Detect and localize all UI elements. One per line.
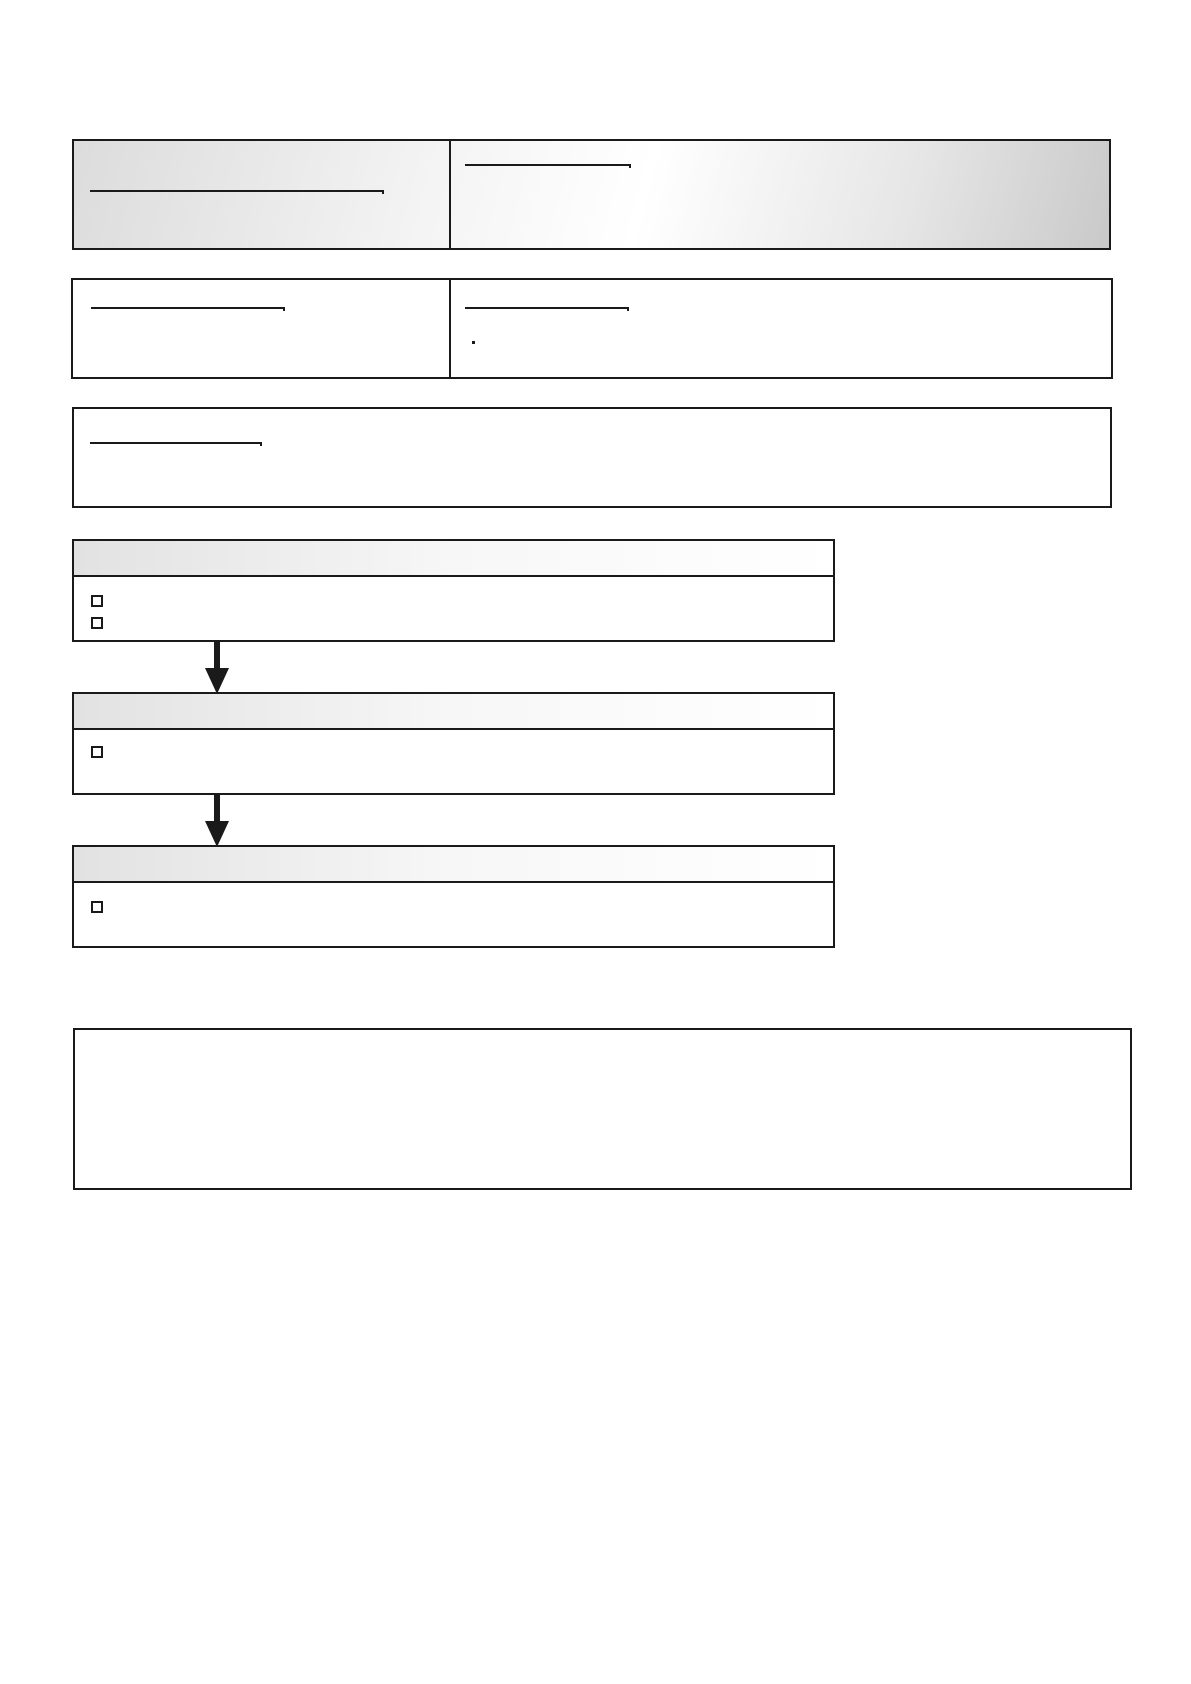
bullet-icon: [472, 341, 475, 344]
description-panel: [72, 407, 1112, 508]
step-3-header: [74, 847, 833, 883]
info-divider: [449, 280, 451, 377]
checkbox-icon[interactable]: [91, 595, 103, 607]
info-panel: [71, 278, 1113, 379]
step-box-3: [72, 845, 835, 948]
arrow-down-icon: [205, 821, 229, 847]
checkbox-icon[interactable]: [91, 746, 103, 758]
step-box-2: [72, 692, 835, 795]
arrow-down-icon: [205, 668, 229, 694]
description-label-line: [90, 442, 261, 444]
header-panel: [72, 139, 1111, 250]
step-1-header: [74, 541, 833, 577]
header-divider: [449, 141, 451, 248]
header-right-label-line: [465, 164, 630, 166]
notes-panel: [73, 1028, 1132, 1190]
header-left-label-line: [90, 190, 383, 192]
flow-arrow-shaft-1: [214, 642, 220, 670]
info-left-label-line: [91, 307, 284, 309]
step-box-1: [72, 539, 835, 642]
info-right-label-line: [465, 307, 628, 309]
checkbox-icon[interactable]: [91, 617, 103, 629]
flow-arrow-shaft-2: [214, 795, 220, 823]
checkbox-icon[interactable]: [91, 901, 103, 913]
step-2-header: [74, 694, 833, 730]
